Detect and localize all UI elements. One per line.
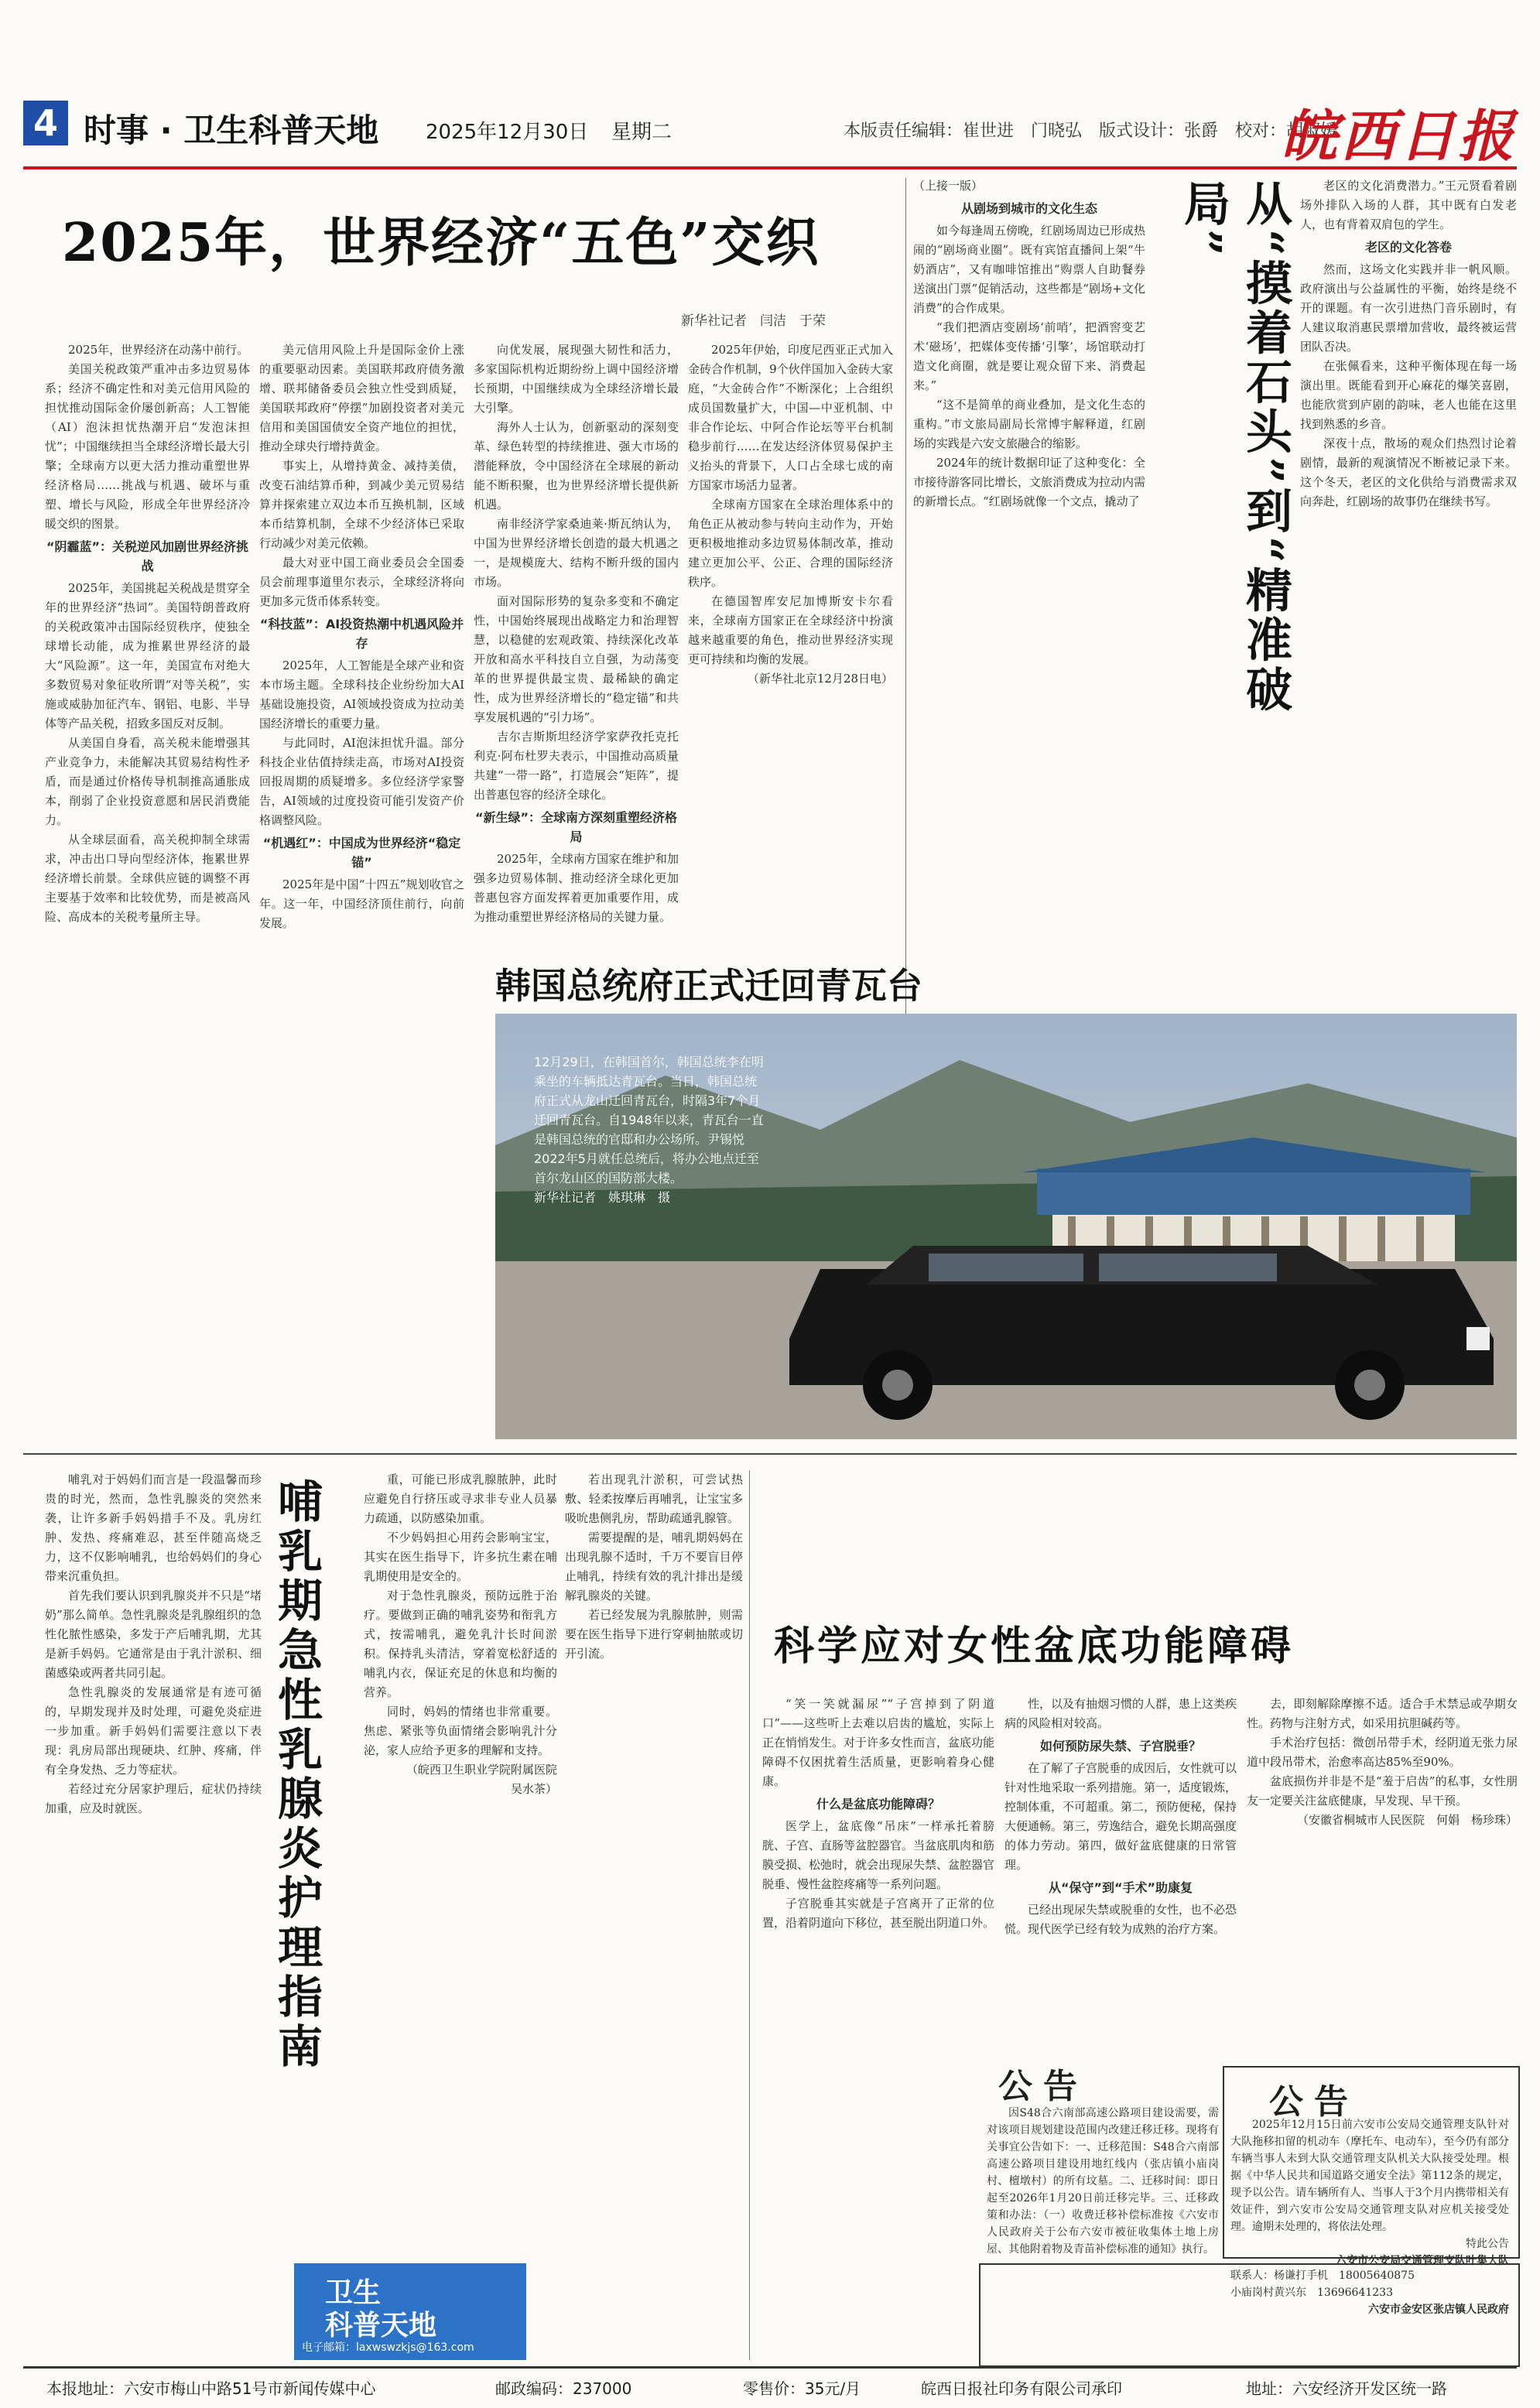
economy-column-4 bbox=[688, 340, 893, 929]
paragraph: 性，以及有抽烟习惯的人群，患上这类疾病的风险相对较高。 bbox=[1004, 1697, 1237, 1730]
paragraph: 然而，这场文化实践并非一帆风顺。政府演出与公益属性的平衡，始终是绕不开的课题。有一次引进热门音乐剧时，有人建议取消惠民票增加营收，最终被运营团队否决。 bbox=[1300, 262, 1517, 354]
notice-title-1: 公告 bbox=[1269, 2082, 1359, 2122]
notice-body-2 bbox=[987, 2105, 1219, 2360]
paragraph: 事实上，从增持黄金、减持美债，改变石油结算币种，到减少美元贸易结算并探索建立双边本币互换机制，区域本币结算机制，全球不少经济体已采取行动减少对美元依赖。 bbox=[259, 459, 464, 550]
pelvic-column-1 bbox=[762, 1695, 994, 2058]
culture-headline: 从“摸着石头”到“精准破局” bbox=[1176, 180, 1292, 715]
section-divider bbox=[23, 1453, 1517, 1455]
issue-weekday: 星期二 bbox=[611, 121, 672, 144]
badge-title-1: 卫生 bbox=[325, 2277, 382, 2309]
korea-photo-caption bbox=[534, 1052, 766, 1408]
paragraph: 吉尔吉斯斯坦经济学家萨孜托克托利克·阿布杜罗夫表示，中国推动高质量共建“一带一路”，打造展会“矩阵”，提出普惠包容的经济全球化。 bbox=[474, 730, 679, 802]
notice-contact-2 bbox=[1230, 2267, 1509, 2360]
footer-printer-address: 地址：六安经济开发区统一路 bbox=[1246, 2379, 1447, 2398]
economy-byline: 新华社记者 闫洁 于荣 bbox=[681, 313, 826, 329]
paragraph: 若经过充分居家护理后，症状仍持续加重，应及时就医。 bbox=[45, 1782, 262, 1815]
paragraph: 同时，妈妈的情绪也非常重要。焦虑、紧张等负面情绪会影响乳汁分泌，家人应给予更多的理解和支持。 bbox=[364, 1705, 557, 1757]
paragraph: 2025年，全球南方国家在维护和加强多边贸易体制、推动经济全球化更加普惠包容方面发挥着更加重要作用，成为推动重塑世界经济格局的关键力量。 bbox=[474, 852, 679, 924]
subheading: “机遇红”：中国成为世界经济“稳定锚” bbox=[262, 836, 461, 870]
subheading: 什么是盆底功能障碍？ bbox=[816, 1797, 940, 1811]
paragraph: 美元信用风险上升是国际金价上涨的重要驱动因素。美国联邦政府债务激增、联邦储备委员会独立性受到质疑，美国联邦政府“停摆”加剧投资者对美元信用和美国国债安全资产地位的担忧，推动全球央行增持黄金。 bbox=[259, 343, 464, 453]
notice-org: 六安市金安区张店镇人民政府 bbox=[1368, 2304, 1509, 2316]
paragraph: 全球南方国家在全球治理体系中的角色正从被动参与转向主动作为，开始更积极地推动多边贸易体制改革，推动建立更加公平、公正、合理的国际经济秩序。 bbox=[688, 498, 893, 589]
breast-column-1 bbox=[45, 1470, 262, 2352]
paragraph: 盆底损伤并非是不是“羞于启齿”的私事，女性朋友一定要关注盆底健康，早发现、早干预。 bbox=[1247, 1774, 1518, 1808]
pelvic-column-3 bbox=[1247, 1695, 1518, 2058]
health-column-badge bbox=[294, 2263, 526, 2360]
paragraph: 重，可能已形成乳腺脓肿，此时应避免自行挤压或寻求非专业人员暴力疏通，以防感染加重。 bbox=[364, 1473, 557, 1525]
paragraph: “笑一笑就漏尿”“子宫掉到了阴道口”——这些听上去难以启齿的尴尬，实际上正在悄悄发生。对于许多女性而言，盆底功能障碍不仅困扰着生活质量，更影响着身心健康。 bbox=[762, 1697, 995, 1788]
paragraph: 向优发展，展现强大韧性和活力，多家国际机构近期纷纷上调中国经济增长预期，中国继续成为全球经济增长最大引擎。 bbox=[474, 343, 679, 415]
paragraph: “这不是简单的商业叠加，是文化生态的重构。”市文旅局副局长常博宇解释道，红剧场的实践是六安文旅融合的缩影。 bbox=[913, 398, 1145, 450]
paragraph: 医学上，盆底像“吊床”一样承托着膀胱、子宫、直肠等盆腔器官。当盆底肌肉和筋膜受损、松弛时，就会出现尿失禁、盆腔器官脱垂、慢性盆腔疼痛等一系列问题。 bbox=[762, 1819, 995, 1891]
korea-headline: 韩国总统府正式迁回青瓦台 bbox=[495, 965, 922, 1007]
paragraph: 已经出现尿失禁或脱垂的女性，也不必恐慌。现代医学已经有较为成熟的治疗方案。 bbox=[1004, 1903, 1237, 1936]
paragraph: 2025年伊始，印度尼西亚正式加入金砖合作机制，9个伙伴国加入金砖大家庭，“大金砖合作”不断深化；上合组织成员国数量扩大，中国—中亚机制、中非合作论坛、中阿合作论坛等平台机制稳步前行……在发达经济体贸易保护主义抬头的背景下，人口占全球七成的南方国家市场活力显著。 bbox=[688, 343, 893, 492]
culture-column-b bbox=[1300, 176, 1517, 950]
page-number: 4 bbox=[23, 101, 68, 145]
paragraph: 深夜十点，散场的观众们热烈讨论着剧情，最新的观演情况不断被记录下来。这个冬天，老区的文化供给与消费需求双向奔赴，红剧场的故事仍在继续书写。 bbox=[1300, 436, 1517, 508]
contact-line: 联系人：杨谦打手机 18005640875 bbox=[1230, 2269, 1415, 2282]
paragraph: 若出现乳汁淤积，可尝试热敷、轻柔按摩后再哺乳，让宝宝多吸吮患侧乳房，帮助疏通乳腺管。 bbox=[565, 1473, 743, 1525]
paragraph: 在了解了子宫脱垂的成因后，女性就可以针对性地采取一系列措施。第一，适度锻炼，控制体重，不可超重。第二，预防便秘，保持大便通畅。第三，劳逸结合，避免长期高强度的体力劳动。第四，做好盆底健康的日常管理。 bbox=[1004, 1761, 1237, 1872]
notice-sign: 特此公告 bbox=[1466, 2238, 1509, 2250]
continued-tag: （上接一版） bbox=[913, 179, 984, 193]
pelvic-headline: 科学应对女性盆底功能障碍 bbox=[774, 1623, 1295, 1670]
breast-column-2 bbox=[364, 1470, 570, 2244]
paragraph: 2025年是中国“十四五”规划收官之年。这一年，中国经济顶住前行，向前发展。 bbox=[259, 877, 464, 930]
footer-address: 本报地址：六安市梅山中路51号市新闻传媒中心 bbox=[46, 2379, 376, 2398]
paragraph: 首先我们要认识到乳腺炎并不只是“堵奶”那么简单。急性乳腺炎是乳腺组织的急性化脓性感染，多发于产后哺乳期，尤其是新手妈妈。它通常是由于乳汁淤积、细菌感染或两者共同引起。 bbox=[45, 1589, 262, 1680]
contact-email: 电子邮箱：laxwswzkjs@163.com bbox=[302, 2341, 474, 2354]
paragraph: 急性乳腺炎的发展通常是有迹可循的，早期发现并及时处理，可避免炎症进一步加重。新手妈妈们需要注意以下表现：乳房局部出现硬块、红肿、疼痛，伴有全身发热、乏力等症状。 bbox=[45, 1685, 262, 1777]
badge-title-2: 科普天地 bbox=[325, 2310, 437, 2341]
notice-org: 六安市公安局交通管理支队叶集大队 bbox=[1336, 2255, 1509, 2267]
paragraph: 海外人士认为，创新驱动的深刻变革、绿色转型的持续推进、强大市场的潜能释放，令中国经济在全球展的新动能不断积聚，也为世界经济增长提供新机遇。 bbox=[474, 420, 679, 511]
newspaper-logo: 皖西日报 bbox=[1281, 103, 1517, 169]
economy-column-3 bbox=[474, 340, 679, 929]
paragraph: 南非经济学家桑迪莱·斯瓦纳认为，中国为世界经济增长创造的最大机遇之一，是规模庞大、结构不断升级的国内市场。 bbox=[474, 517, 679, 589]
paragraph: 2025年，美国挑起关税战是贯穿全年的世界经济“热词”。美国特朗普政府的关税政策冲击国际经贸秩序，使独全球增长动能，成为推累世界经济的最大“风险源”。这一年，美国宣布对绝大多数贸易对象征收所谓“对等关税”，实施或威胁加征汽车、钢铝、电影、半导体等产品关税，招致多国反对反制。 bbox=[45, 581, 250, 730]
paragraph: 不少妈妈担心用药会影响宝宝，其实在医生指导下，许多抗生素在哺乳期使用是安全的。 bbox=[364, 1531, 557, 1583]
paragraph: 需要提醒的是，哺乳期妈妈在出现乳腺不适时，千万不要盲目停止哺乳，持续有效的乳汁排出是缓解乳腺炎的关键。 bbox=[565, 1531, 743, 1602]
column-divider bbox=[749, 1470, 750, 2360]
economy-column-1 bbox=[45, 340, 250, 1439]
subheading: 从“保守”到“手术”助康复 bbox=[1048, 1880, 1193, 1895]
paragraph: “我们把酒店变剧场‘前哨’，把酒窖变艺术‘磁场’，把媒体变传播‘引擎’，场馆联动打造文化商圈，就是要让观众留下来、消费起来。” bbox=[913, 320, 1145, 392]
subheading: 老区的文化答卷 bbox=[1364, 240, 1452, 255]
subheading: “新生绿”：全球南方深刻重塑经济格局 bbox=[474, 810, 678, 844]
footer-postcode: 邮政编码：237000 bbox=[495, 2379, 632, 2398]
paragraph: 手术治疗包括：微创吊带手术，经阴道无张力尿道中段吊带术，治愈率高达85%至90%。 bbox=[1247, 1736, 1518, 1769]
footer-printer: 皖西日报社印务有限公司承印 bbox=[921, 2379, 1122, 2398]
economy-headline: 2025年，世界经济“五色”交织 bbox=[62, 212, 820, 274]
paragraph: 在德国智库安尼加博斯安卡尔看来，全球南方国家正在全球经济中扮演越来越重要的角色，推动世界经济实现更可持续和均衡的发展。 bbox=[688, 594, 893, 666]
author: （安徽省桐城市人民医院 何娟 杨珍珠） bbox=[1296, 1813, 1518, 1827]
paragraph: 对于急性乳腺炎，预防远胜于治疗。要做到正确的哺乳姿势和衔乳方式，按需哺乳，避免乳汁长时间淤积。保持乳头清洁，穿着宽松舒适的哺乳内衣，保证充足的休息和均衡的营养。 bbox=[364, 1589, 557, 1699]
notice-title-2: 公告 bbox=[998, 2067, 1088, 2106]
issue-date: 2025年12月30日 bbox=[426, 121, 589, 144]
paragraph: 2025年，世界经济在动荡中前行。 bbox=[68, 343, 249, 357]
paragraph: 因S48合六南部高速公路项目建设需要，需对该项目规划建设范围内改建迁移迁移。现将有关事宜公告如下：一、迁移范围：S48合六南部高速公路项目建设用地红线内（张店镇小庙岗村、檀墩村）的所有坟墓。二、迁移时间：即日起至2026年1月20日前迁移完毕。三、迁移政策和办法：（一）收费迁移补偿标准按《六安市人民政府关于公布六安市被征收集体土地上房屋、其他附着物及青苗补偿标准的通知》执行。 bbox=[987, 2107, 1219, 2256]
breast-headline: 哺乳期急性乳腺炎护理指南 bbox=[270, 1478, 323, 2072]
subheading: 如何预防尿失禁、子宫脱垂？ bbox=[1039, 1739, 1201, 1753]
footer-price: 零售价：35元/月 bbox=[743, 2379, 861, 2398]
culture-column-a bbox=[913, 176, 1145, 950]
paragraph: 去，即刻解除摩擦不适。适合手术禁忌或孕期女性。药物与注射方式，如采用抗胆碱药等。 bbox=[1247, 1697, 1518, 1730]
photo-credit: 新华社记者 姚琪琳 摄 bbox=[534, 1190, 671, 1205]
masthead bbox=[23, 93, 1517, 169]
paragraph: 子宫脱垂其实就是子宫离开了正常的位置，沿着阴道向下移位，甚至脱出阴道口外。 bbox=[762, 1897, 995, 1930]
economy-column-2 bbox=[259, 340, 464, 1439]
subheading: “阴霾蓝”：关税逆风加剧世界经济挑战 bbox=[46, 539, 249, 573]
author: （皖西卫生职业学院附属医院 吴水茶） bbox=[406, 1763, 570, 1796]
paragraph: 如今每逢周五傍晚，红剧场周边已形成热闹的“剧场商业圈”。既有宾馆直播间上架“牛奶酒店”，又有咖啡馆推出“购票人自助餐券送演出门票”促销活动，这些都是“剧场+文化消费”的合作成果。 bbox=[913, 224, 1146, 315]
paragraph: 从美国自身看，高关税未能增强其产业竞争力，未能解决其贸易结构性矛盾，而是通过价格传导机制推高通胀成本，削弱了企业投资意愿和居民消费能力。 bbox=[45, 736, 250, 827]
pelvic-column-2 bbox=[1004, 1695, 1237, 2058]
breast-column-3 bbox=[565, 1470, 743, 2244]
page-footer bbox=[23, 2366, 1517, 2398]
paragraph: 与此同时，AI泡沫担忧升温。部分科技企业估值持续走高，市场对AI投资回报周期的质疑增多。多位经济学家警告，AI领域的过度投资可能引发资产价格调整风险。 bbox=[259, 736, 464, 827]
paragraph: 面对国际形势的复杂多变和不确定性，中国始终展现出战略定力和治理智慧，以稳健的宏观政策、持续深化改革开放和高水平科技自立自强，为动荡变革的世界提供最宝贵、最稀缺的确定性，成为世界经济增长的“稳定锚”和共享发展机遇的“引力场”。 bbox=[474, 594, 679, 724]
notice-body-1 bbox=[1230, 2116, 1509, 2267]
subheading: “科技蓝”：AI投资热潮中机遇风险并存 bbox=[259, 617, 464, 651]
subheading: 从剧场到城市的文化生态 bbox=[960, 201, 1097, 216]
paragraph: 2025年，人工智能是全球产业和资本市场主题。全球科技企业纷纷加大AI基础设施投资，AI领域投资成为拉动美国经济增长的重要力量。 bbox=[259, 658, 464, 730]
contact-line: 小庙岗村黄兴东 13696641233 bbox=[1230, 2287, 1393, 2299]
section-title: 时事 · 卫生科普天地 bbox=[84, 111, 379, 149]
paragraph: 2024年的统计数据印证了这种变化：全市接待游客同比增长，文旅消费成为拉动内需的新增长点。“红剧场就像一个文点，撬动了 bbox=[913, 456, 1146, 508]
paragraph: 2025年12月15日前六安市公安局交通管理支队针对大队拖移扣留的机动车（摩托车、电动车），至今仍有部分车辆当事人未到大队交通管理支队机关大队接受处理。根据《中华人民共和国道路交通安全法》第112条的规定，现予以公告。请车辆所有人、当事人于3个月内携带相关有效证件，到六安市公安局交通管理支队对应机关接受处理。逾期未处理的，将依法处理。 bbox=[1230, 2119, 1509, 2233]
paragraph: 美国关税政策严重冲击多边贸易体系；经济不确定性和对美元信用风险的担忧推动国际金价屡创新高；人工智能（AI）泡沫担忧热潮开启“发泡沫担忧”；中国继续担当全球经济增长最大引擎；全球南方以更大活力推动重塑世界经济格局……挑战与机遇、破坏与重塑、增长与风险，形成全年世界经济冷暖交织的图景。 bbox=[45, 362, 250, 531]
editor-credits: 本版责任编辑：崔世进 门晓弘 版式设计：张爵 校对：胡淑媛 bbox=[844, 121, 1338, 141]
paragraph: 最大对亚中国工商业委员会全国委员会前理事道里尔表示，全球经济将向更加多元货币体系转变。 bbox=[259, 556, 464, 608]
paragraph: 在张佩看来，这种平衡体现在每一场演出里。既能看到开心麻花的爆笑喜剧，也能欣赏到庐剧的韵味，老人也能在这里找到熟悉的乡音。 bbox=[1300, 359, 1517, 431]
caption-text: 12月29日，在韩国首尔，韩国总统李在明乘坐的车辆抵达青瓦台。当日，韩国总统府正式从龙山迁回青瓦台，时隔3年7个月迁回青瓦台。自1948年以来，青瓦台一直是韩国总统的官邸和办公场所。尹锡悦2022年5月就任总统后，将办公地点迁至首尔龙山区的国防部大楼。 bbox=[534, 1055, 764, 1185]
paragraph: 从全球层面看，高关税抑制全球需求，冲击出口导向型经济体，拖累世界经济增长前景。全球供应链的调整不再主要基于效率和比较优势，而是被高风险、高成本的关税考量所主导。 bbox=[45, 833, 250, 924]
paragraph: 哺乳对于妈妈们而言是一段温馨而珍贵的时光，然而，急性乳腺炎的突然来袭，让许多新手妈妈措手不及。乳房红肿、发热、疼痛难忍，甚至伴随高烧乏力，这不仅影响哺乳，也给妈妈们的身心带来沉重负担。 bbox=[45, 1473, 262, 1583]
dateline: （新华社北京12月28日电） bbox=[747, 672, 893, 686]
paragraph: 若已经发展为乳腺脓肿，则需要在医生指导下进行穿刺抽脓或切开引流。 bbox=[565, 1608, 743, 1661]
paragraph: 老区的文化消费潜力。”王元贤看着剧场外排队入场的人群，其中既有白发老人，也有背着双肩包的学生。 bbox=[1300, 179, 1517, 231]
